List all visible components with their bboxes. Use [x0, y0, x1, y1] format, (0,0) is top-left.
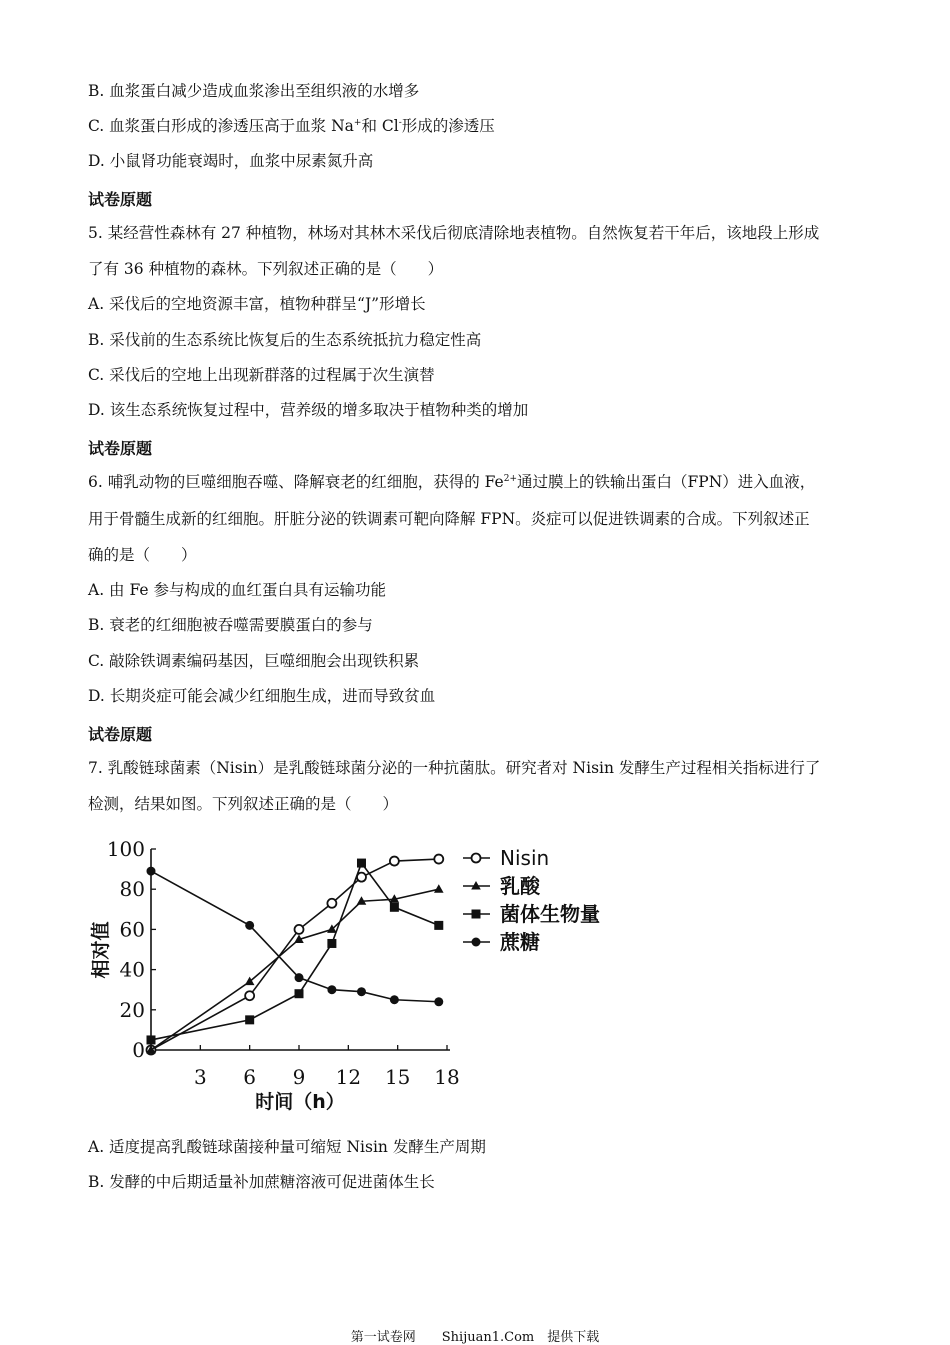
legend-marker-series-4	[472, 938, 481, 947]
q6-stem-line1: 6. 哺乳动物的巨噬细胞吞噬、降解衰老的红细胞，获得的 $Fe^{2+}$通过膜上的铁输出蛋白（FPN）进入血液，	[88, 473, 816, 491]
q5-option-a: A. 采伐后的空地资源丰富，植物种群呈“J”形增长	[88, 295, 426, 313]
data-point-series-4	[434, 997, 443, 1006]
q5-stem-line2: 了有 36 种植物的森林。下列叙述正确的是（ ）	[88, 260, 444, 278]
section-heading: 试卷原题	[88, 190, 153, 209]
legend-label-series-2: 乳酸	[500, 874, 540, 898]
section-heading: 试卷原题	[88, 725, 153, 744]
q7-stem-line1: 7. 乳酸链球菌素（Nisin）是乳酸链球菌分泌的一种抗菌肽。研究者对 Nisin 发酵生产过程相关指标进行了	[88, 759, 821, 777]
y-tick-label: 80	[119, 877, 145, 902]
y-axis-label: 相对值	[90, 921, 112, 979]
data-point-series-3	[390, 903, 399, 912]
q6-option-a: A. 由 Fe 参与构成的血红蛋白具有运输功能	[88, 581, 386, 599]
data-point-series-3	[245, 1015, 254, 1024]
line-chart	[80, 830, 640, 1120]
series-line-4	[151, 871, 439, 1002]
x-tick-label: 18	[434, 1065, 460, 1089]
data-point-series-3	[295, 989, 304, 998]
q7-option-a: A. 适度提高乳酸链球菌接种量可缩短 Nisin 发酵生产周期	[88, 1138, 486, 1156]
x-tick-label: 12	[335, 1065, 362, 1089]
data-point-series-4	[327, 985, 336, 994]
legend-label-series-4: 蔗糖	[500, 930, 540, 954]
data-point-series-4	[357, 987, 366, 996]
data-point-series-3	[327, 939, 336, 948]
x-axis-label: 时间（h）	[255, 1091, 345, 1113]
x-tick-label: 3	[193, 1065, 207, 1089]
q5-option-c: C. 采伐后的空地上出现新群落的过程属于次生演替	[88, 366, 435, 384]
data-point-series-1	[357, 873, 366, 882]
q6-stem-line3: 确的是（ ）	[88, 546, 197, 564]
data-point-series-3	[147, 1035, 156, 1044]
series-line-3	[151, 863, 439, 1040]
q4-option-c: C. 血浆蛋白形成的渗透压高于血浆 Na+和 Cl-形成的渗透压	[88, 117, 495, 135]
data-point-series-1	[327, 899, 336, 908]
y-tick-label: 60	[119, 917, 145, 942]
data-point-series-4	[390, 995, 399, 1004]
legend-label-series-3: 菌体生物量	[500, 902, 600, 926]
data-point-series-1	[295, 925, 304, 934]
data-point-series-3	[434, 921, 443, 930]
series-line-1	[151, 859, 439, 1050]
x-tick-label: 9	[292, 1065, 306, 1089]
legend-marker-series-3	[472, 910, 481, 919]
data-point-series-4	[295, 973, 304, 982]
q5-stem-line1: 5. 某经营性森林有 27 种植物，林场对其林木采伐后彻底清除地表植物。自然恢复若干年后，该地段上形成	[88, 224, 820, 242]
q4-option-b: B. 血浆蛋白减少造成血浆渗出至组织液的水增多	[88, 82, 420, 100]
data-point-series-4	[245, 921, 254, 930]
page-footer: 第一试卷网 Shijuan1.Com 提供下载	[350, 1330, 600, 1345]
q6-option-c: C. 敲除铁调素编码基因，巨噬细胞会出现铁积累	[88, 652, 420, 670]
y-tick-label: 100	[106, 837, 145, 861]
data-point-series-1	[390, 857, 399, 866]
q4-option-d: D. 小鼠肾功能衰竭时，血浆中尿素氮升高	[88, 152, 374, 170]
data-point-series-3	[357, 859, 366, 868]
q6-option-b: B. 衰老的红细胞被吞噬需要膜蛋白的参与	[88, 616, 373, 634]
data-point-series-1	[434, 855, 443, 864]
y-tick-label: 0	[132, 1038, 145, 1062]
q6-stem-line2: 用于骨髓生成新的红细胞。肝脏分泌的铁调素可靶向降解 FPN。炎症可以促进铁调素的合成。下列叙述正	[88, 510, 810, 528]
legend-marker-series-1	[472, 854, 481, 863]
section-heading: 试卷原题	[88, 439, 153, 458]
q6-option-d: D. 长期炎症可能会减少红细胞生成，进而导致贫血	[88, 687, 436, 705]
q5-option-b: B. 采伐前的生态系统比恢复后的生态系统抵抗力稳定性高	[88, 331, 482, 349]
q7-option-b: B. 发酵的中后期适量补加蔗糖溶液可促进菌体生长	[88, 1173, 435, 1191]
y-tick-label: 40	[119, 957, 145, 982]
y-tick-label: 20	[119, 997, 145, 1022]
legend-label-series-1: Nisin	[500, 846, 550, 870]
data-point-series-1	[245, 991, 254, 1000]
data-point-series-2	[434, 884, 444, 893]
x-tick-label: 15	[384, 1065, 411, 1089]
q7-stem-line2: 检测，结果如图。下列叙述正确的是（ ）	[88, 795, 399, 813]
x-tick-label: 6	[243, 1065, 257, 1089]
data-point-series-4	[147, 867, 156, 876]
q5-option-d: D. 该生态系统恢复过程中，营养级的增多取决于植物种类的增加	[88, 401, 529, 419]
